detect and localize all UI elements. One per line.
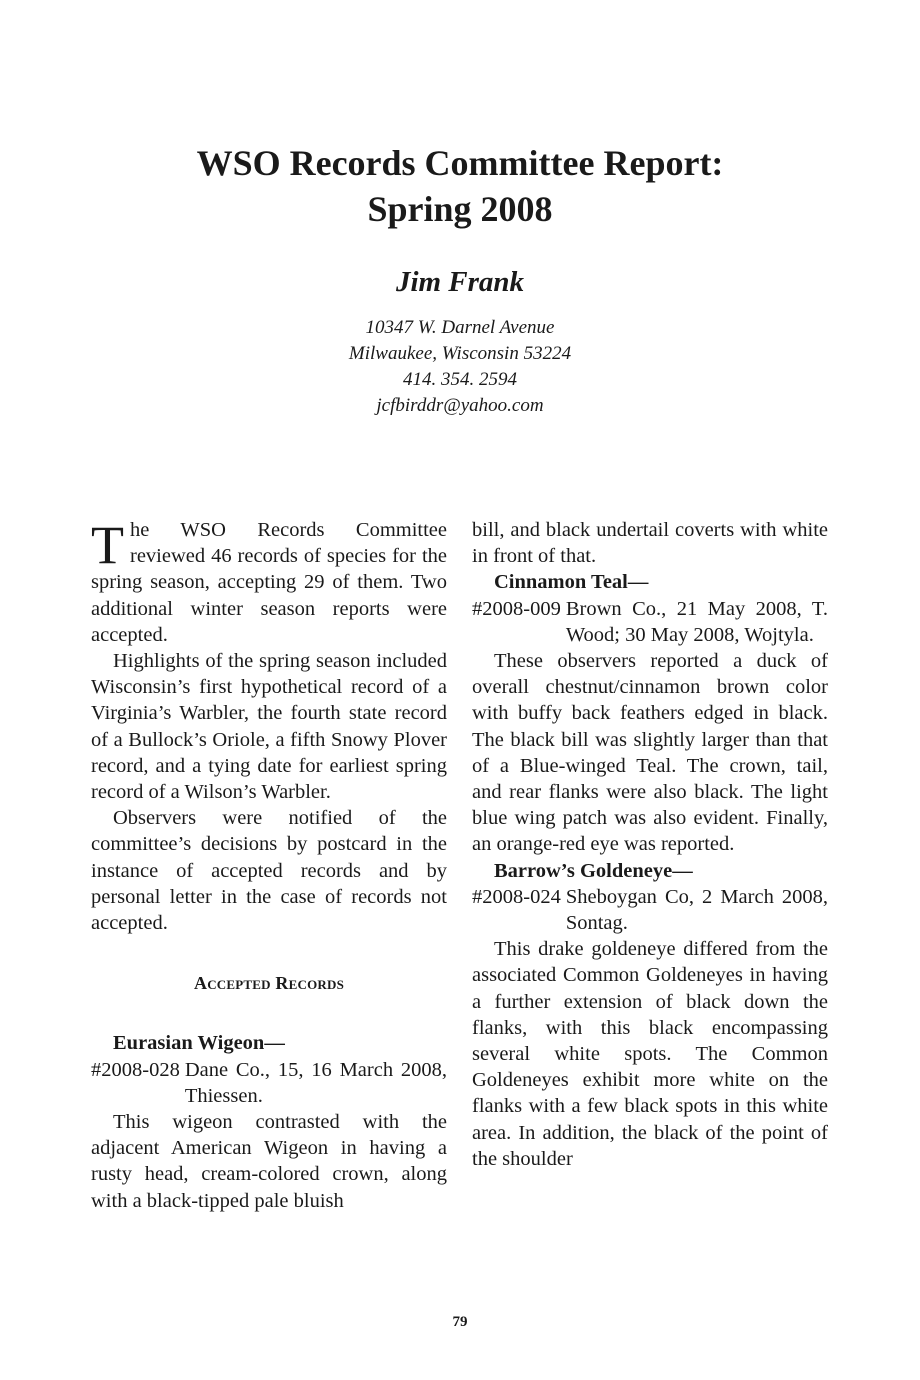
- address-street: 10347 W. Darnel Avenue: [365, 317, 555, 338]
- record-description: This wigeon contrasted with the adjacent American Wigeon in having a rusty head, cream-colored crown, along with a black-tipped pale bluish: [91, 1111, 447, 1212]
- record-number: #2008-024: [472, 885, 561, 908]
- article-title: [0, 140, 920, 232]
- address-city: Milwaukee, Wisconsin 53224: [348, 343, 572, 364]
- title-line-2: Spring 2008: [367, 189, 553, 229]
- intro-paragraph-3: Observers were notified of the committee’s decisions by postcard in the instance of accepted records and by personal letter in the case of records not accepted.: [91, 807, 447, 935]
- author-address: [0, 315, 920, 419]
- record-number: #2008-009: [472, 597, 561, 620]
- record-entry: [91, 1057, 447, 1109]
- right-column: [472, 517, 828, 1172]
- species-heading: Barrow’s Goldeneye—: [494, 859, 693, 882]
- intro-paragraph-1: [91, 517, 447, 648]
- title-line-1: WSO Records Committee Report:: [196, 143, 724, 183]
- record-details: Brown Co., 21 May 2008, T. Wood; 30 May 2008, Wojtyla.: [565, 597, 828, 646]
- record-description: These observers reported a duck of overall chestnut/cinnamon brown color with buffy back feathers edged in black. The black bill was slightly larger than that of a Blue-winged Teal. The crown, tail, and rear flanks were also black. The light blue wing patch was also evident. Finally, an orange-red eye was reported.: [472, 650, 828, 856]
- record-description: This drake goldeneye differed from the associated Common Goldeneyes in having a further extension of black down the flanks, with this black encompassing several white spots. The Common Goldeneyes exhibit more white on the flanks with a few black spots in this white area. In addition, the black of the point of the shoulder: [472, 938, 828, 1170]
- intro-paragraph-2: Highlights of the spring season included Wisconsin’s first hypothetical record of a Virginia’s Warbler, the fourth state record of a Bullock’s Oriole, a fifth Snowy Plover record, and a tying date for earliest spring record of a Wilson’s Warbler.: [91, 650, 447, 804]
- section-heading: Accepted Records: [194, 973, 344, 994]
- record-description-continued: bill, and black undertail coverts with white in front of that.: [472, 519, 828, 568]
- intro-paragraph-1-text: he WSO Records Committee reviewed 46 records of species for the spring season, accepting 29 of them. Two additional winter season reports were accepted.: [91, 519, 447, 646]
- page-number: 79: [452, 1314, 468, 1330]
- record-details: Sheboygan Co, 2 March 2008, Sontag.: [565, 885, 828, 935]
- record-entry: [472, 596, 828, 648]
- record-number: #2008-028: [91, 1058, 180, 1081]
- left-column: [91, 517, 447, 1214]
- address-phone: 414. 354. 2594: [403, 369, 517, 390]
- address-email: jcfbirddr@yahoo.com: [376, 395, 544, 416]
- species-heading: Cinnamon Teal—: [494, 571, 649, 594]
- species-heading: Eurasian Wigeon—: [113, 1032, 285, 1055]
- author-name: Jim Frank: [395, 266, 525, 298]
- drop-cap: T: [91, 515, 124, 575]
- record-entry: [472, 884, 828, 936]
- record-details: Dane Co., 15, 16 March 2008, Thiessen.: [184, 1058, 447, 1107]
